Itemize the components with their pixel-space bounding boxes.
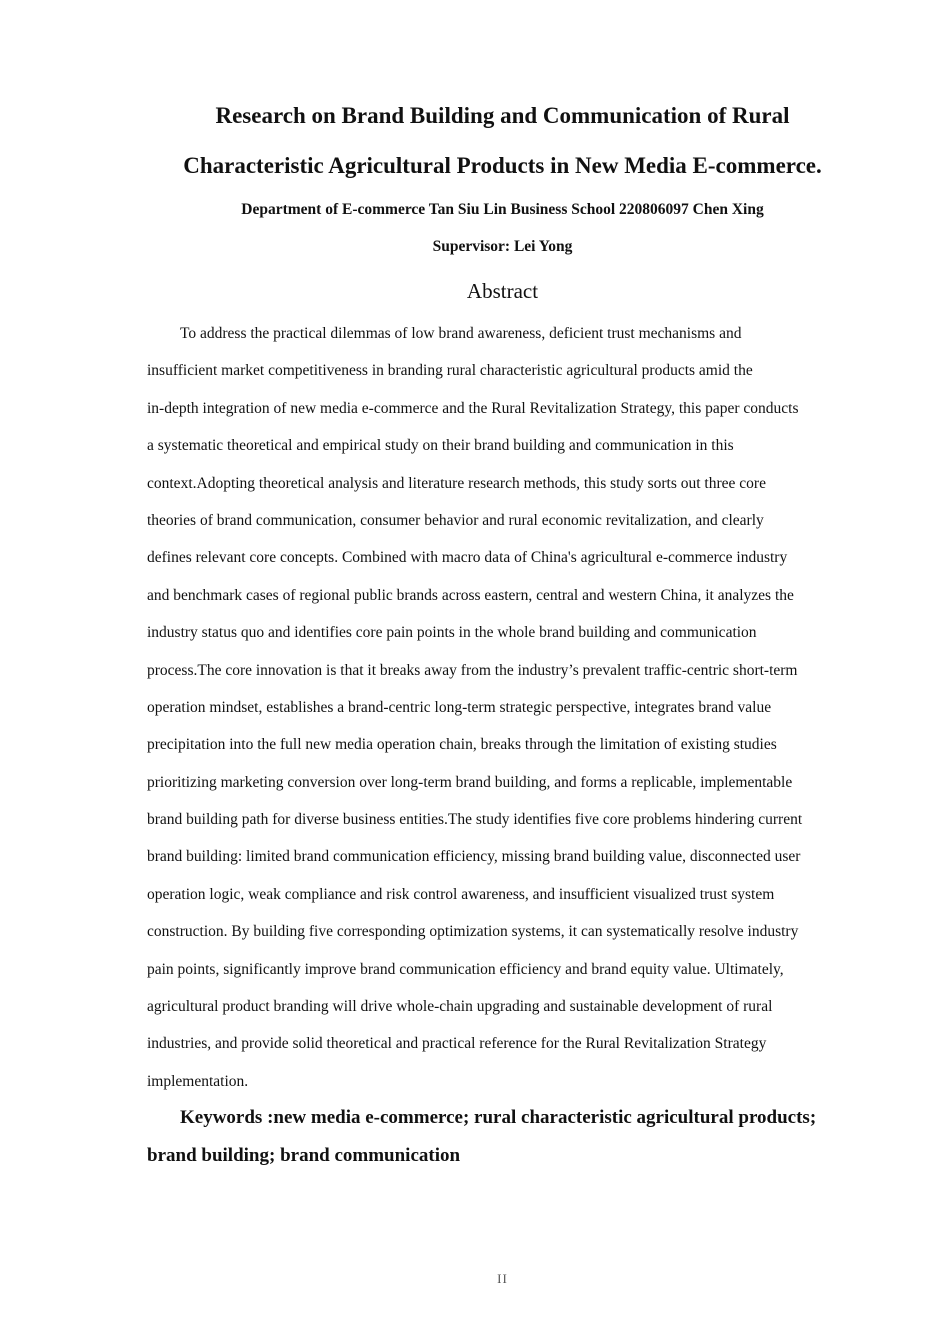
abstract-line: a systematic theoretical and empirical study on their brand building and communication in this [147,437,734,455]
abstract-line: in-depth integration of new media e-commerce and the Rural Revitalization Strategy, this paper conducts [147,399,799,417]
keywords [147,1105,867,1181]
abstract-line: operation mindset, establishes a brand-centric long-term strategic perspective, integrates brand value [147,698,772,716]
abstract-line: precipitation into the full new media operation chain, breaks through the limitation of existing studies [147,736,777,754]
supervisor: Supervisor: Lei Yong [432,238,573,255]
paper-title-line-1: Research on Brand Building and Communication of Rural [215,103,790,128]
abstract-line: prioritizing marketing conversion over long-term brand building, and forms a replicable, implementable [147,773,793,791]
abstract-line: brand building path for diverse business entities.The study identifies five core problems hindering current [147,811,803,829]
abstract-line: process.The core innovation is that it breaks away from the industry’s prevalent traffic-centric short-term [147,661,798,679]
abstract-line: industries, and provide solid theoretical and practical reference for the Rural Revitalization Strategy [147,1035,767,1053]
abstract-line: To address the practical dilemmas of low brand awareness, deficient trust mechanisms and [180,325,742,342]
abstract-line: pain points, significantly improve brand communication efficiency and brand equity value. Ultimately, [147,960,784,978]
abstract-line: theories of brand communication, consumer behavior and rural economic revitalization, and clearly [147,511,764,529]
keywords-line-1: Keywords :new media e-commerce; rural characteristic agricultural products; [180,1107,817,1128]
abstract-line: insufficient market competitiveness in branding rural characteristic agricultural products amid the [147,362,753,380]
abstract-line: operation logic, weak compliance and risk control awareness, and insufficient visualized trust system [147,885,775,903]
abstract-line: and benchmark cases of regional public brands across eastern, central and western China, it analyzes the [147,586,794,604]
keywords-line-2: brand building; brand communication [147,1145,461,1166]
abstract-line: defines relevant core concepts. Combined with macro data of China's agricultural e-commerce industry [147,549,788,567]
page-number: II [497,1271,508,1286]
abstract-body [147,321,867,1106]
abstract-line: brand building: limited brand communication efficiency, missing brand building value, disconnected user [147,848,801,866]
author-affiliation: Department of E-commerce Tan Siu Lin Business School 220806097 Chen Xing [241,201,764,218]
abstract-line: agricultural product branding will drive whole-chain upgrading and sustainable development of rural [147,998,773,1016]
abstract-line: implementation. [147,1072,249,1090]
abstract-line: industry status quo and identifies core pain points in the whole brand building and communication [147,624,757,642]
abstract-heading: Abstract [466,279,539,303]
paper-title-line-2: Characteristic Agricultural Products in New Media E-commerce. [183,153,822,178]
abstract-line: context.Adopting theoretical analysis and literature research methods, this study sorts out three core [147,474,766,492]
abstract-line: construction. By building five corresponding optimization systems, it can systematically resolve industry [147,923,799,941]
